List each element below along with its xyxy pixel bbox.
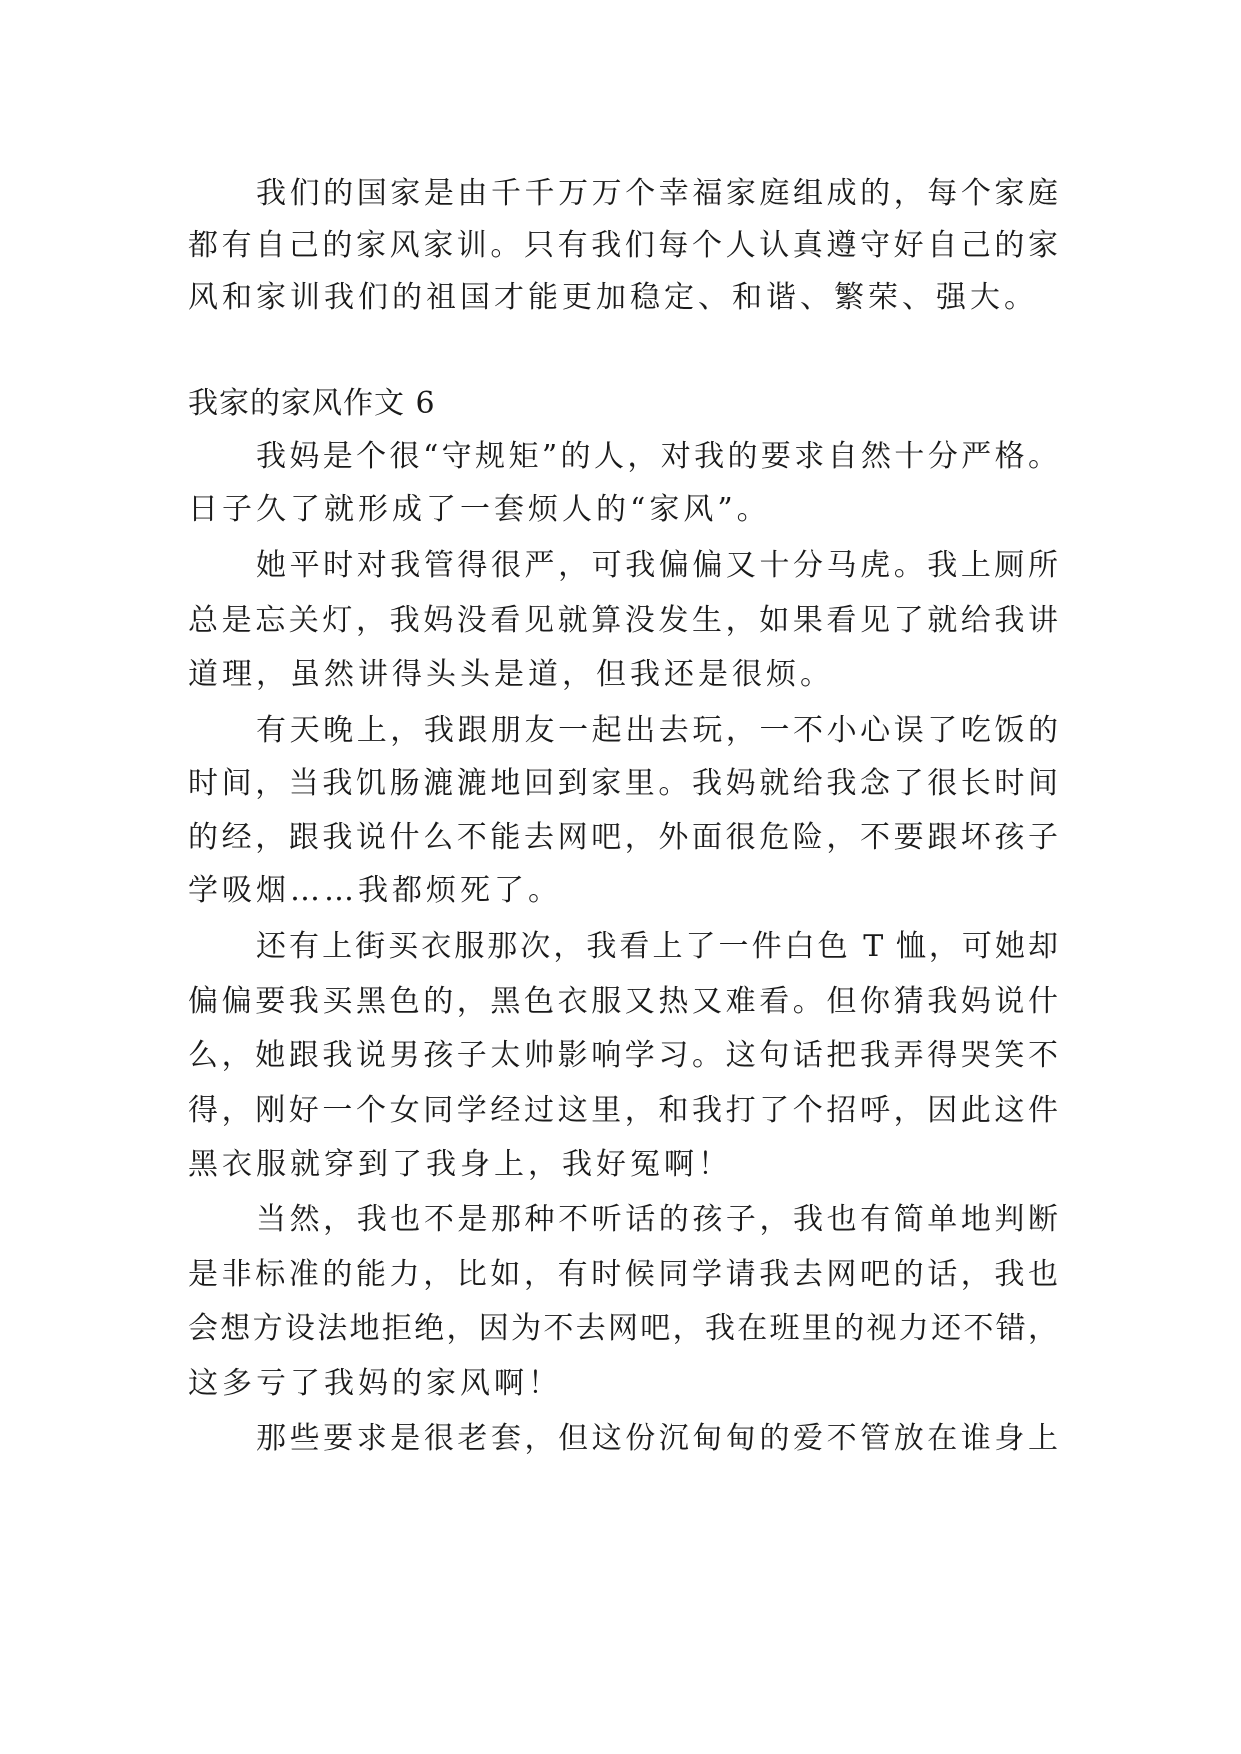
text-line: 偏偏要我买黑色的，黑色衣服又热又难看。但你猜我妈说什 — [188, 984, 1058, 1019]
text-line: 她平时对我管得很严，可我偏偏又十分马虎。我上厕所 — [256, 548, 1058, 583]
text-line: 都有自己的家风家训。只有我们每个人认真遵守好自己的家 — [188, 228, 1058, 263]
text-line: 时间，当我饥肠漉漉地回到家里。我妈就给我念了很长时间 — [188, 766, 1058, 801]
text-line: 我妈是个很“守规矩”的人，对我的要求自然十分严格。 — [256, 439, 1058, 474]
text-line: 有天晚上，我跟朋友一起出去玩，一不小心误了吃饭的 — [256, 713, 1058, 748]
text-line: 黑衣服就穿到了我身上，我好冤啊！ — [188, 1147, 732, 1182]
text-line: 得，刚好一个女同学经过这里，和我打了个招呼，因此这件 — [188, 1093, 1058, 1128]
text-line: 总是忘关灯，我妈没看见就算没发生，如果看见了就给我讲 — [188, 603, 1058, 638]
text-line: 是非标准的能力，比如，有时候同学请我去网吧的话，我也 — [188, 1257, 1058, 1292]
text-line: 学吸烟……我都烦死了。 — [188, 873, 562, 908]
text-line: 我们的国家是由千千万万个幸福家庭组成的，每个家庭 — [256, 176, 1058, 211]
text-line: 会想方设法地拒绝，因为不去网吧，我在班里的视力还不错， — [188, 1311, 1058, 1346]
text-line: 还有上街买衣服那次，我看上了一件白色 T 恤，可她却 — [256, 929, 1058, 964]
text-line: 道理，虽然讲得头头是道，但我还是很烦。 — [188, 657, 834, 692]
text-line: 那些要求是很老套，但这份沉甸甸的爱不管放在谁身上 — [256, 1421, 1058, 1456]
text-line: 日子久了就形成了一套烦人的“家风”。 — [188, 492, 771, 527]
text-line: 么，她跟我说男孩子太帅影响学习。这句话把我弄得哭笑不 — [188, 1038, 1058, 1073]
text-line: 这多亏了我妈的家风啊！ — [188, 1366, 562, 1401]
text-line: 当然，我也不是那种不听话的孩子，我也有简单地判断 — [256, 1202, 1058, 1237]
text-line: 风和家训我们的祖国才能更加稳定、和谐、繁荣、强大。 — [188, 280, 1038, 315]
section-heading: 我家的家风作文 6 — [188, 386, 436, 421]
text-line: 的经，跟我说什么不能去网吧，外面很危险，不要跟坏孩子 — [188, 820, 1058, 855]
